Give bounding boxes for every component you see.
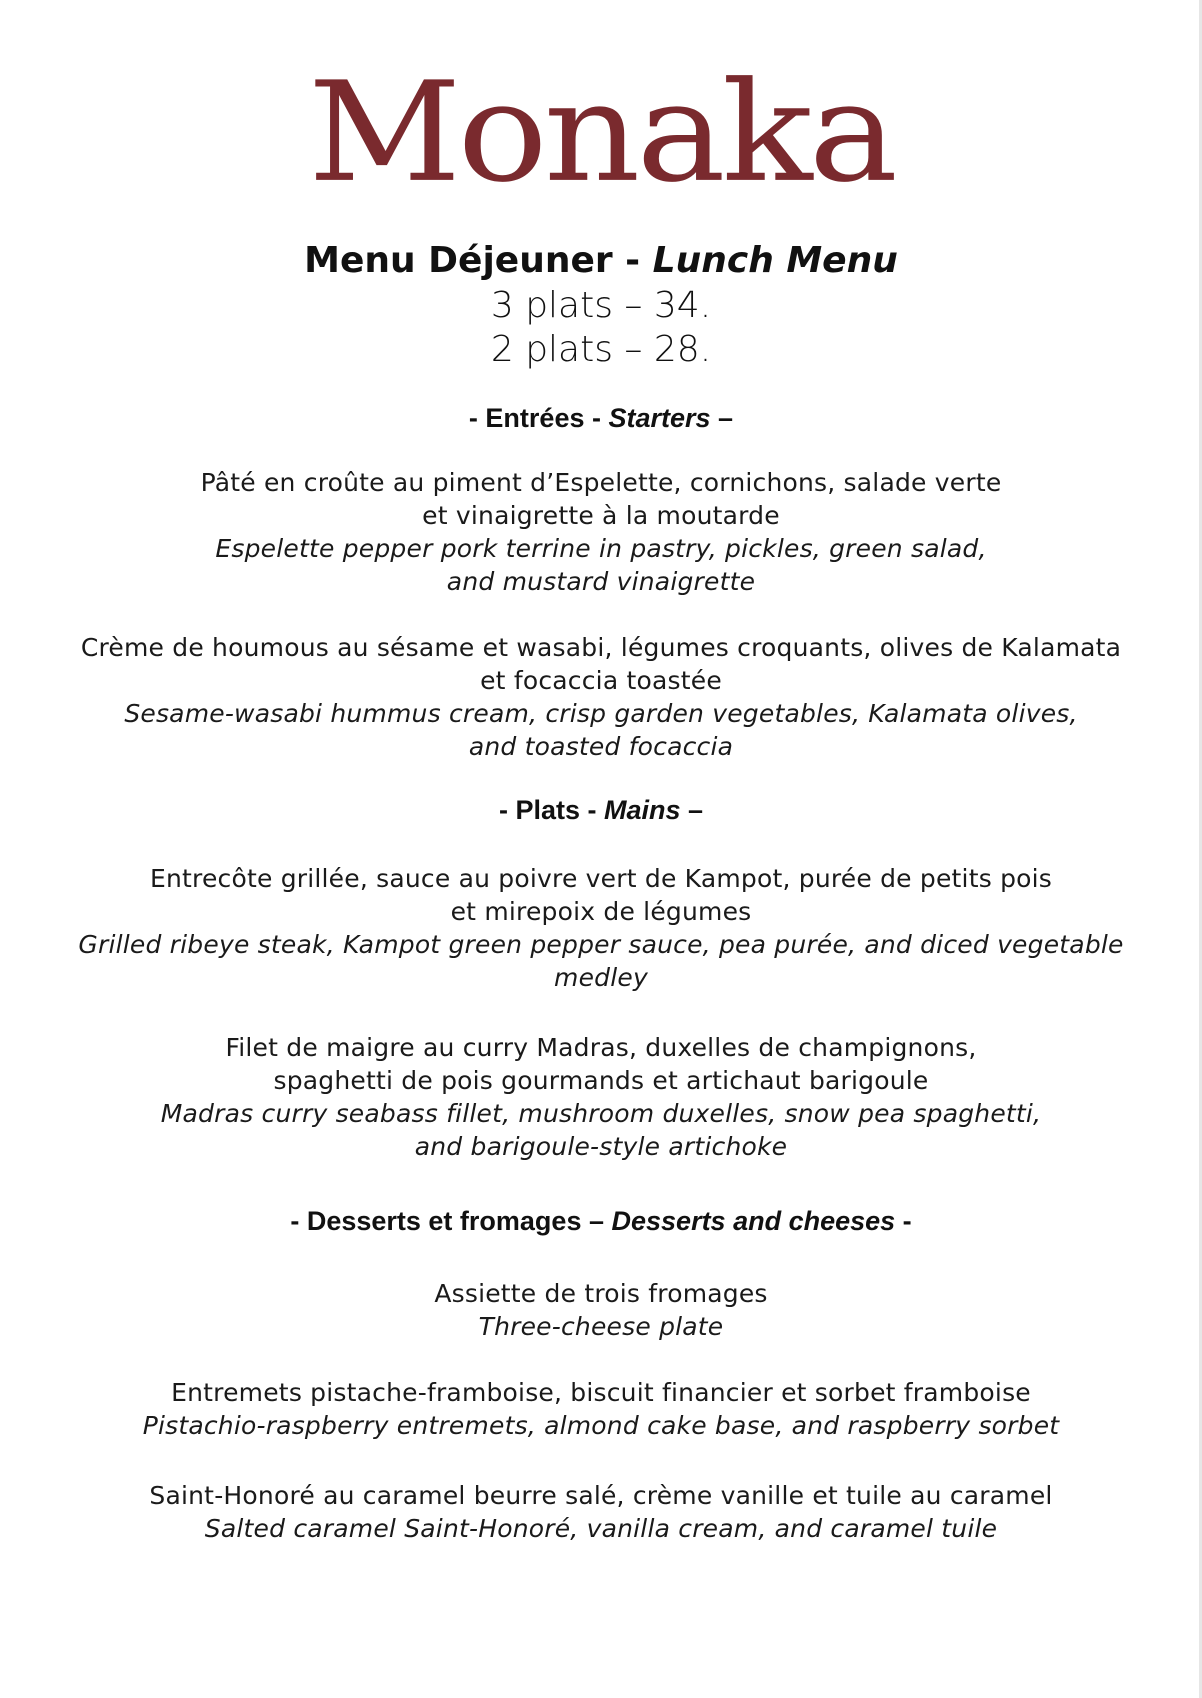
menu-title-en: Lunch Menu bbox=[652, 240, 898, 281]
dish-en-line: and toasted focaccia bbox=[468, 732, 734, 761]
dish-fr-line: et focaccia toastée bbox=[480, 666, 722, 695]
menu-header bbox=[0, 238, 1202, 372]
price-two-courses: 2 plats – 28. bbox=[490, 329, 712, 370]
title-fr: Entrées bbox=[485, 403, 585, 433]
main-dish-2 bbox=[0, 1031, 1202, 1163]
title-separator: - bbox=[579, 795, 604, 825]
title-fr: Desserts et fromages bbox=[306, 1206, 582, 1236]
dish-fr-line: Assiette de trois fromages bbox=[434, 1279, 768, 1308]
section-title bbox=[0, 1204, 1202, 1238]
title-en: Desserts and cheeses bbox=[611, 1206, 896, 1236]
starter-dish-1 bbox=[0, 466, 1202, 598]
dish-fr-line: Crème de houmous au sésame et wasabi, légumes croquants, olives de Kalamata bbox=[80, 633, 1122, 662]
title-suffix: – bbox=[680, 795, 704, 825]
title-prefix: - bbox=[290, 1206, 307, 1236]
title-fr: Plats bbox=[515, 795, 580, 825]
menu-title bbox=[0, 238, 1202, 284]
dish-en-line: Grilled ribeye steak, Kampot green pepper sauce, pea purée, and diced vegetable bbox=[78, 930, 1124, 959]
dish-fr-line: Saint-Honoré au caramel beurre salé, crème vanille et tuile au caramel bbox=[149, 1481, 1053, 1510]
dish-fr-line: et vinaigrette à la moutarde bbox=[422, 501, 780, 530]
menu-title-fr: Menu Déjeuner - bbox=[304, 240, 653, 281]
dish-fr-line: Entremets pistache-framboise, biscuit financier et sorbet framboise bbox=[171, 1378, 1031, 1407]
dish-en-line: Salted caramel Saint-Honoré, vanilla cream, and caramel tuile bbox=[204, 1514, 998, 1543]
dish-en-line: medley bbox=[554, 963, 648, 992]
main-dish-1 bbox=[0, 862, 1202, 994]
dish-fr-line: Filet de maigre au curry Madras, duxelles de champignons, bbox=[225, 1033, 977, 1062]
dessert-dish-3 bbox=[0, 1479, 1202, 1545]
dish-en-line: Espelette pepper pork terrine in pastry, pickles, green salad, bbox=[215, 534, 987, 563]
dish-en-line: Pistachio-raspberry entremets, almond cake base, and raspberry sorbet bbox=[142, 1411, 1060, 1440]
dessert-dish-1 bbox=[0, 1277, 1202, 1343]
section-title-mains bbox=[0, 793, 1202, 827]
dish-en-line: and mustard vinaigrette bbox=[446, 567, 756, 596]
title-suffix: - bbox=[895, 1206, 912, 1236]
dessert-dish-2 bbox=[0, 1376, 1202, 1442]
dish-en-line: Sesame-wasabi hummus cream, crisp garden vegetables, Kalamata olives, bbox=[124, 699, 1078, 728]
restaurant-logo: Monaka bbox=[307, 52, 895, 214]
title-en: Mains bbox=[603, 795, 681, 825]
title-prefix: - bbox=[498, 795, 516, 825]
title-prefix: - bbox=[468, 403, 486, 433]
dish-fr-line: Pâté en croûte au piment d’Espelette, cornichons, salade verte bbox=[200, 468, 1002, 497]
title-en: Starters bbox=[608, 403, 711, 433]
starter-dish-2 bbox=[0, 631, 1202, 763]
dish-fr-line: spaghetti de pois gourmands et artichaut barigoule bbox=[273, 1066, 929, 1095]
section-title-desserts bbox=[0, 1204, 1202, 1238]
section-title bbox=[0, 793, 1202, 827]
dish-fr-line: et mirepoix de légumes bbox=[450, 897, 752, 926]
price-three-courses: 3 plats – 34. bbox=[490, 285, 712, 326]
title-separator: - bbox=[584, 403, 609, 433]
title-separator: – bbox=[581, 1206, 612, 1236]
section-title-starters bbox=[0, 401, 1202, 435]
dish-en-line: and barigoule-style artichoke bbox=[414, 1132, 788, 1161]
dish-en-line: Madras curry seabass fillet, mushroom duxelles, snow pea spaghetti, bbox=[160, 1099, 1042, 1128]
title-suffix: – bbox=[710, 403, 734, 433]
dish-en-line: Three-cheese plate bbox=[478, 1312, 724, 1341]
dish-fr-line: Entrecôte grillée, sauce au poivre vert de Kampot, purée de petits pois bbox=[149, 864, 1053, 893]
section-title bbox=[0, 401, 1202, 435]
